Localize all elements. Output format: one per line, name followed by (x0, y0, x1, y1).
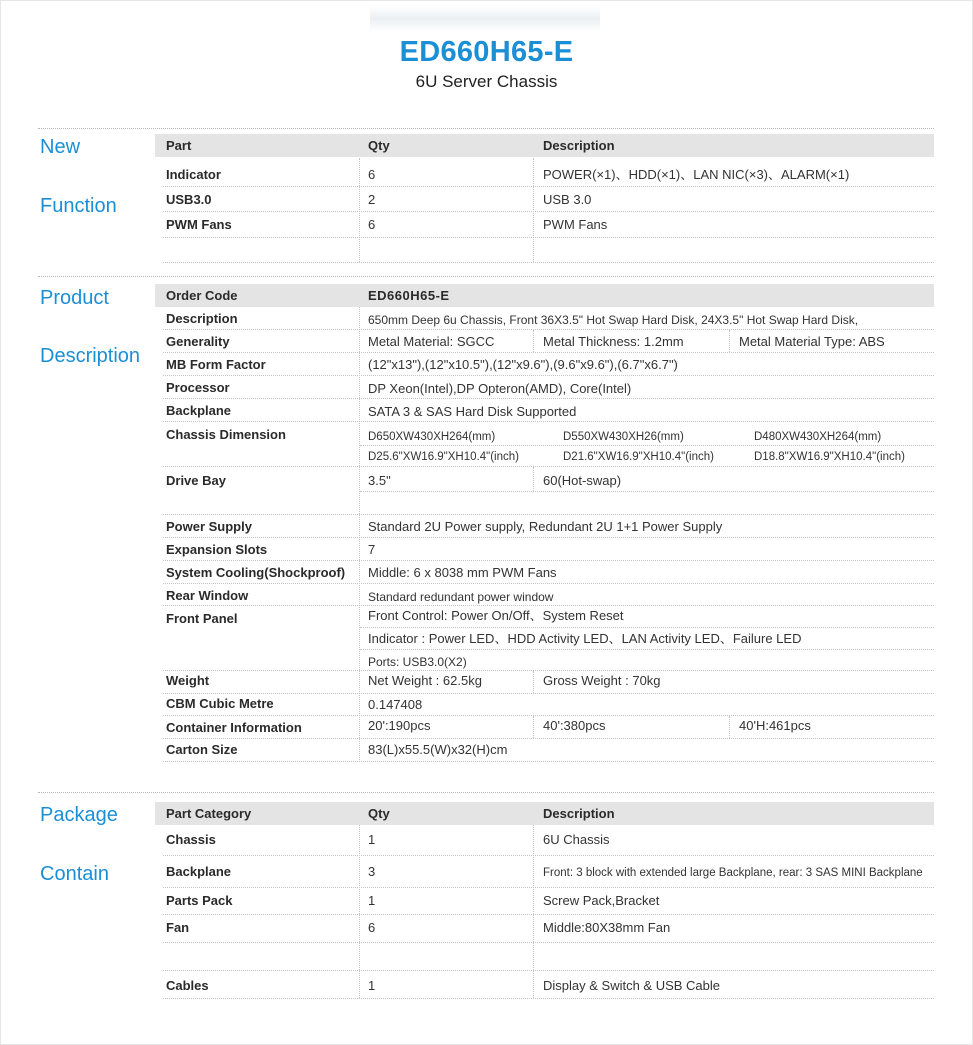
spec-value: 0.147408 (368, 697, 423, 712)
drive-bay-size: 3.5" (368, 473, 391, 488)
front-panel-line: Front Control: Power On/Off、System Reset (368, 608, 624, 623)
column-divider (533, 158, 534, 262)
spec-label: Carton Size (166, 742, 238, 757)
pkg-description: Middle:80X38mm Fan (543, 920, 671, 935)
dimension-inch: D21.6"XW16.9"XH10.4"(inch) (563, 451, 714, 463)
nf-part: USB3.0 (166, 192, 212, 207)
row-divider (163, 352, 934, 353)
nf-part: Indicator (166, 167, 221, 182)
col-header-description: Description (543, 806, 615, 821)
row-divider (163, 887, 934, 888)
spec-value: Metal Thickness: 1.2mm (543, 334, 684, 349)
spec-label: Backplane (166, 403, 232, 418)
row-divider (163, 998, 934, 999)
row-divider (163, 670, 934, 671)
spec-label: Generality (166, 334, 230, 349)
nf-qty: 2 (368, 192, 376, 207)
front-panel-line: Indicator : Power LED、HDD Activity LED、LAN Activity LED、Failure LED (368, 631, 802, 646)
column-divider (533, 467, 534, 491)
row-divider (163, 398, 934, 399)
drive-bay-count: 60(Hot-swap) (543, 473, 622, 488)
section-label-description: Description (40, 345, 141, 367)
spec-value: Middle: 6 x 8038 mm PWM Fans (368, 565, 557, 580)
row-divider (163, 970, 934, 971)
spec-label: Description (166, 311, 238, 326)
column-divider (359, 825, 360, 998)
column-divider (533, 671, 534, 693)
pkg-qty: 1 (368, 978, 376, 993)
front-panel-line: Ports: USB3.0(X2) (368, 655, 467, 669)
spec-label: Drive Bay (166, 473, 226, 488)
spec-label: Weight (166, 673, 210, 688)
section-label-function: Function (40, 195, 117, 217)
dimension-inch: D25.6"XW16.9"XH10.4"(inch) (368, 451, 519, 463)
gross-weight: Gross Weight : 70kg (543, 673, 661, 688)
row-divider (163, 855, 934, 856)
nf-qty: 6 (368, 167, 376, 182)
spec-label: Expansion Slots (166, 542, 268, 557)
pkg-qty: 1 (368, 832, 376, 847)
section-label-package: Package (40, 804, 118, 826)
spec-value: Standard 2U Power supply, Redundant 2U 1+1 Power Supply (368, 519, 723, 534)
pkg-part: Fan (166, 920, 190, 935)
col-header-part-category: Part Category (166, 806, 252, 821)
spec-value: 7 (368, 542, 376, 557)
section-separator (38, 792, 934, 793)
product-subtitle: 6U Server Chassis (415, 72, 558, 91)
row-divider (360, 445, 934, 446)
pkg-part: Parts Pack (166, 893, 233, 908)
dimension-mm: D650XW430XH264(mm) (368, 431, 496, 443)
col-header-description: Description (543, 138, 615, 153)
section-label-new: New (40, 136, 81, 158)
nf-part: PWM Fans (166, 217, 232, 232)
row-divider (163, 761, 934, 762)
product-model-title: ED660H65-E (399, 36, 574, 68)
spec-label: Front Panel (166, 611, 238, 626)
pkg-qty: 6 (368, 920, 376, 935)
row-divider (163, 605, 934, 606)
column-divider (533, 716, 534, 738)
dimension-mm: D550XW430XH26(mm) (563, 431, 684, 443)
section-separator (38, 276, 934, 277)
column-divider (359, 158, 360, 262)
spec-label: System Cooling(Shockproof) (166, 565, 346, 580)
row-divider (163, 237, 934, 238)
spec-value: DP Xeon(Intel),DP Opteron(AMD), Core(Intel) (368, 381, 632, 396)
spec-label: MB Form Factor (166, 357, 266, 372)
section-label-contain: Contain (40, 863, 109, 885)
row-divider (360, 649, 934, 650)
spec-label: Container Information (166, 720, 302, 735)
dimension-inch: D18.8"XW16.9"XH10.4"(inch) (754, 451, 905, 463)
spec-label: Processor (166, 380, 230, 395)
order-code-value: ED660H65-E (368, 288, 450, 303)
row-divider (163, 715, 934, 716)
spec-value: 650mm Deep 6u Chassis, Front 36X3.5" Hot Swap Hard Disk, 24X3.5" Hot Swap Hard Disk, (368, 313, 859, 327)
nf-description: USB 3.0 (543, 192, 592, 207)
column-divider (729, 330, 730, 352)
nf-description: PWM Fans (543, 217, 608, 232)
section-label-product: Product (40, 287, 109, 309)
container-20ft: 20':190pcs (368, 718, 431, 733)
column-divider (729, 716, 730, 738)
header-watermark (370, 6, 600, 32)
spec-value: Metal Material: SGCC (368, 334, 495, 349)
row-divider (163, 537, 934, 538)
spec-value: Standard redundant power window (368, 590, 554, 604)
pkg-qty: 1 (368, 893, 376, 908)
pkg-description: Front: 3 block with extended large Backplane, rear: 3 SAS MINI Backplane (543, 867, 923, 879)
col-header-part: Part (166, 138, 192, 153)
row-divider (163, 186, 934, 187)
spec-label: Rear Window (166, 588, 249, 603)
col-header-qty: Qty (368, 806, 390, 821)
pkg-part: Backplane (166, 864, 232, 879)
spec-label: Power Supply (166, 519, 252, 534)
row-divider (163, 211, 934, 212)
spec-value: SATA 3 & SAS Hard Disk Supported (368, 404, 577, 419)
pkg-description: 6U Chassis (543, 832, 610, 847)
row-divider (163, 375, 934, 376)
row-divider (360, 627, 934, 628)
row-divider (163, 738, 934, 739)
row-divider (163, 942, 934, 943)
net-weight: Net Weight : 62.5kg (368, 673, 482, 688)
row-divider (163, 560, 934, 561)
pkg-description: Display & Switch & USB Cable (543, 978, 721, 993)
row-divider (163, 583, 934, 584)
spec-value: Metal Material Type: ABS (739, 334, 885, 349)
nf-description: POWER(×1)、HDD(×1)、LAN NIC(×3)、ALARM(×1) (543, 167, 850, 182)
pkg-part: Chassis (166, 832, 216, 847)
column-divider (533, 825, 534, 998)
column-divider (533, 330, 534, 352)
col-header-qty: Qty (368, 138, 390, 153)
row-divider (163, 466, 934, 467)
row-divider (163, 914, 934, 915)
spec-value: (12"x13"),(12"x10.5"),(12"x9.6"),(9.6"x9.6"),(6.7"x6.7") (368, 357, 678, 372)
section-separator (38, 128, 934, 129)
dimension-mm: D480XW430XH264(mm) (754, 431, 882, 443)
pkg-part: Cables (166, 978, 209, 993)
container-40hq: 40'H:461pcs (739, 718, 811, 733)
nf-qty: 6 (368, 217, 376, 232)
row-divider (163, 693, 934, 694)
row-divider (163, 421, 934, 422)
spec-value: 83(L)x55.5(W)x32(H)cm (368, 742, 508, 757)
pkg-qty: 3 (368, 864, 376, 879)
row-divider (163, 514, 934, 515)
row-divider (163, 262, 934, 263)
spec-label: CBM Cubic Metre (166, 696, 274, 711)
row-divider (360, 491, 934, 492)
spec-label: Chassis Dimension (166, 427, 286, 442)
row-divider (163, 329, 934, 330)
order-code-label: Order Code (166, 288, 238, 303)
order-code-bar (155, 284, 934, 307)
container-40ft: 40':380pcs (543, 718, 606, 733)
pkg-description: Screw Pack,Bracket (543, 893, 660, 908)
